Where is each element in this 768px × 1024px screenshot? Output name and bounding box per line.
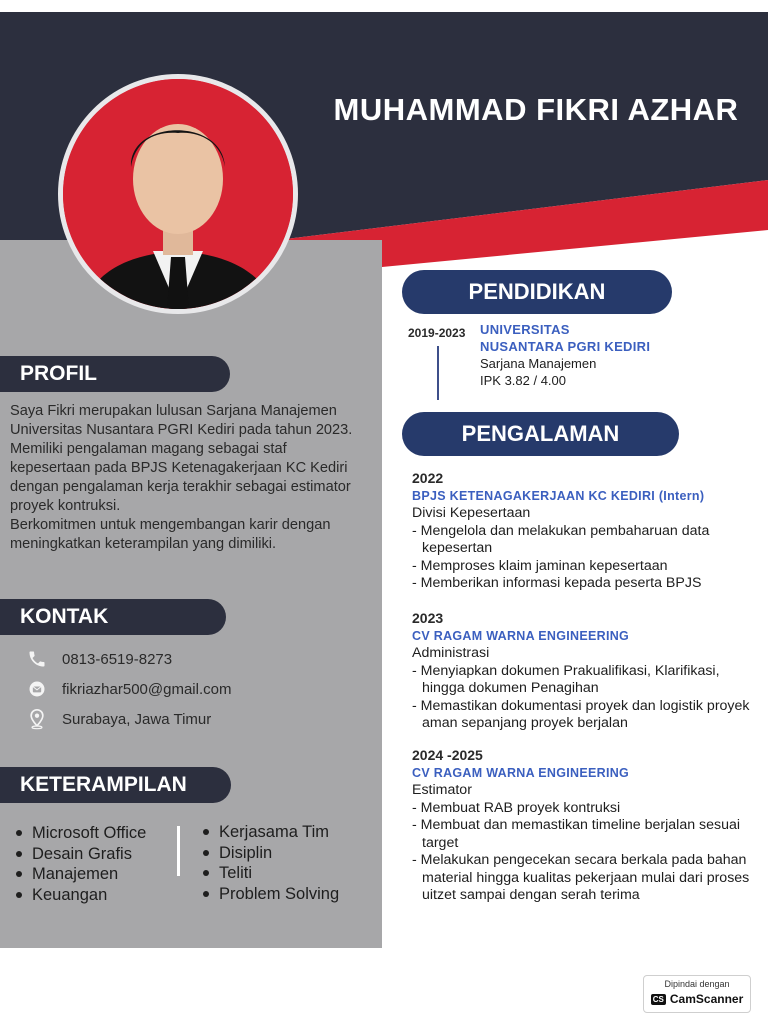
scanner-caption: Dipindai dengan bbox=[664, 979, 730, 989]
education-heading: PENDIDIKAN bbox=[402, 270, 672, 314]
skill-item: Teliti bbox=[203, 863, 339, 884]
experience-task: - Memproses klaim jaminan kepesertaan bbox=[412, 558, 762, 576]
skill-item: Manajemen bbox=[16, 864, 146, 885]
skill-item: Kerjasama Tim bbox=[203, 822, 339, 843]
skills-list-left bbox=[16, 823, 146, 905]
experience-task: - Melakukan pengecekan secara berkala pada bahan material hingga kualitas pekerjaan mulai dari proses uitzet sampai dengan serah terima bbox=[412, 852, 762, 905]
candidate-name: MUHAMMAD FIKRI AZHAR bbox=[333, 92, 739, 127]
contact-location: Surabaya, Jawa Timur bbox=[62, 710, 212, 728]
contact-phone-row bbox=[26, 648, 172, 670]
education-school: NUSANTARA PGRI KEDIRI bbox=[480, 339, 651, 354]
experience-company: BPJS KETENAGAKERJAAN KC KEDIRI (Intern) bbox=[412, 488, 705, 503]
skills-divider bbox=[177, 826, 180, 876]
skill-item: Keuangan bbox=[16, 885, 146, 906]
scanner-brand-name: CamScanner bbox=[669, 992, 744, 1006]
experience-company: CV RAGAM WARNA ENGINEERING bbox=[412, 765, 630, 780]
experience-year: 2022 bbox=[412, 470, 444, 486]
contact-email-row bbox=[26, 678, 231, 700]
skill-item: Disiplin bbox=[203, 843, 339, 864]
contact-heading: KONTAK bbox=[0, 599, 226, 635]
experience-heading: PENGALAMAN bbox=[402, 412, 679, 456]
education-timeline-line bbox=[437, 346, 439, 400]
experience-item bbox=[412, 470, 762, 593]
experience-task: - Mengelola dan melakukan pembaharuan data kepesertan bbox=[412, 523, 762, 558]
profile-photo bbox=[58, 74, 298, 314]
profile-paragraph: Saya Fikri merupakan lulusan Sarjana Manajemen Universitas Nusantara PGRI Kediri pada tahun 2023. Memiliki pengalaman magang sebagai staf kepesertaan pada BPJS Ketenagakerjaan KC Kediri dengan pengalaman kerja terakhir sebagai estimator proyek kontruksi. bbox=[10, 403, 353, 514]
experience-task: - Membuat dan memastikan timeline berjalan sesuai target bbox=[412, 817, 762, 852]
contact-location-row bbox=[26, 708, 211, 730]
education-year: 2019-2023 bbox=[408, 326, 466, 340]
skill-item: Microsoft Office bbox=[16, 823, 146, 844]
experience-task: - Memastikan dokumentasi proyek dan logistik proyek aman sepanjang proyek berjalan bbox=[412, 698, 762, 733]
experience-task-list bbox=[412, 800, 762, 905]
experience-company: CV RAGAM WARNA ENGINEERING bbox=[412, 628, 630, 643]
camscanner-logo-icon: CS bbox=[652, 994, 664, 1004]
profile-text bbox=[10, 402, 370, 554]
email-icon bbox=[26, 678, 48, 700]
location-pin-icon bbox=[26, 708, 48, 730]
profile-paragraph: Berkomitmen untuk mengembangan karir dengan meningkatkan keterampilan yang dimiliki. bbox=[10, 517, 331, 552]
experience-task-list bbox=[412, 523, 762, 593]
education-details bbox=[480, 321, 650, 389]
profile-heading: PROFIL bbox=[0, 356, 230, 392]
experience-role: Administrasi bbox=[412, 645, 490, 661]
experience-task: - Membuat RAB proyek kontruksi bbox=[412, 800, 762, 818]
experience-item bbox=[412, 747, 762, 905]
experience-task: - Memberikan informasi kepada peserta BPJS bbox=[412, 575, 762, 593]
phone-icon bbox=[26, 648, 48, 670]
experience-year: 2024 -2025 bbox=[412, 747, 483, 763]
experience-role: Divisi Kepesertaan bbox=[412, 505, 531, 521]
skills-list-right bbox=[203, 822, 339, 904]
skill-item: Desain Grafis bbox=[16, 844, 146, 865]
experience-item bbox=[412, 610, 762, 733]
experience-task-list bbox=[412, 663, 762, 733]
camscanner-watermark bbox=[643, 975, 751, 1013]
skill-item: Problem Solving bbox=[203, 884, 339, 905]
experience-year: 2023 bbox=[412, 610, 444, 626]
experience-role: Estimator bbox=[412, 782, 472, 798]
scanner-brand bbox=[644, 992, 750, 1006]
skills-heading: KETERAMPILAN bbox=[0, 767, 231, 803]
contact-phone[interactable]: 0813-6519-8273 bbox=[62, 650, 173, 668]
contact-email[interactable]: fikriazhar500@gmail.com bbox=[62, 680, 232, 698]
education-degree: Sarjana Manajemen bbox=[480, 356, 597, 371]
experience-task: - Menyiapkan dokumen Prakualifikasi, Klarifikasi, hingga dokumen Penagihan bbox=[412, 663, 762, 698]
education-gpa: IPK 3.82 / 4.00 bbox=[480, 373, 567, 388]
education-school: UNIVERSITAS bbox=[480, 322, 570, 337]
